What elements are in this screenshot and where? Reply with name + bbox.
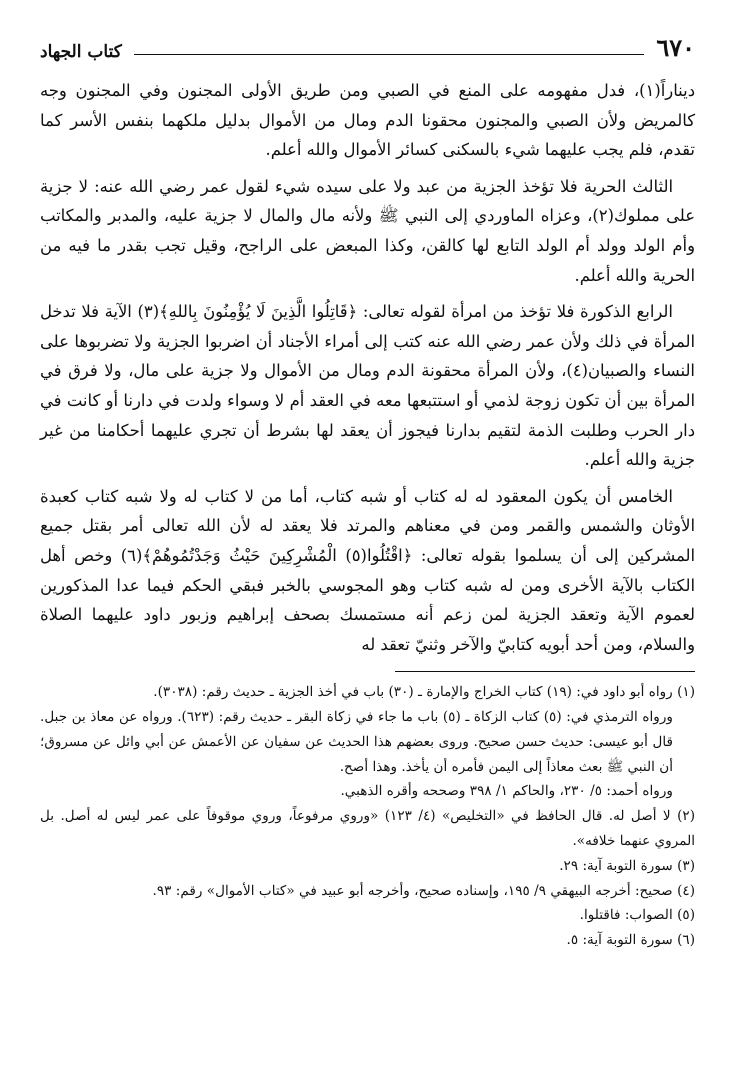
footnote-text: سورة التوبة آية: ٥. xyxy=(566,932,673,949)
paragraph: الرابع الذكورة فلا تؤخذ من امرأة لقوله تعالى: ﴿قَاتِلُوا الَّذِينَ لَا يُؤْمِنُونَ بِاللهِ﴾(٣) الآية فلا تدخل المرأة في ذلك ولأن عمر رضي الله عنه كتب إلى أمراء الأجناد أن اضربوا الجزية ولا تضربوها على النساء والصبيان(٤)، ولأن المرأة محقونة الدم ومال من الأموال ولا جزية على مال، ولا فرق في المرأة بين أن تكون زوجة لذمي أو استتبعها معه في العقد أم لا وسواء ولدت في دارنا أو كانت في دار الحرب وطلبت الذمة لتقيم بدارنا فيجوز أن يعقد لها بشرط أن تجري عليهما أحكامنا من غير جزية والله أعلم. xyxy=(40,302,695,470)
footnote xyxy=(40,680,695,804)
footnote xyxy=(40,804,695,854)
footnote-label: (٦) xyxy=(677,932,695,949)
paragraph: ديناراً(١)، فدل مفهومه على المنع في الصبي ومن طريق الأولى المجنون وفي المجنون وجه كالمريض ولأن الصبي والمجنون محقونا الدم ومال من الأموال بدليل ملكهما بنفس الأسر كما تقدم، فلم يجب عليهما شيء بالسكنى كسائر الأموال والله أعلم. xyxy=(40,81,695,160)
footnote xyxy=(40,879,695,904)
footnotes xyxy=(40,680,695,953)
paragraph: الثالث الحرية فلا تؤخذ الجزية من عبد ولا على سيده شيء لقول عمر رضي الله عنه: لا جزية على مملوك(٢)، وعزاه الماوردي إلى النبي ﷺ ولأنه مال والمال لا جزية عليه، والمدبر والمكاتب وأم الولد وولد أم الولد التابع لها كالقن، وكذا المبعض على الراجح، وقيل تجب بقدر ما فيه من الحرية والله أعلم. xyxy=(40,176,695,285)
footnote-text: رواه أبو داود في: (١٩) كتاب الخراج والإمارة ـ (٣٠) باب في أخذ الجزية ـ حديث رقم: (٣٠٣٨). xyxy=(153,684,673,701)
page-number: ٦٧٠ xyxy=(656,33,695,62)
main-text xyxy=(40,76,695,659)
footnote-label: (١) xyxy=(677,684,695,701)
footnote-label: (٣) xyxy=(677,857,695,874)
footnote-text: لا أصل له. قال الحافظ في «التخليص» (٤/ ١٢٣) «وروي مرفوعاً، وروي موقوفاً على عمر ليس له أصل. بل المروي عنهما خلافه». xyxy=(40,808,695,850)
footnote xyxy=(40,854,695,879)
footnote-label: (٥) xyxy=(677,907,695,924)
footnote-divider xyxy=(395,671,695,672)
footnote xyxy=(40,903,695,928)
footnote-label: (٤) xyxy=(677,882,695,899)
paragraph: الخامس أن يكون المعقود له له كتاب أو شبه كتاب، أما من لا كتاب له ولا شبه كتاب كعبدة الأوثان والشمس والقمر ومن في معناهم والمرتد فلا يعقد له لأن الله تعالى أمر بقتل جميع المشركين إلى أن يسلموا بقوله تعالى: ﴿اقْتُلُوا(٥) الْمُشْرِكِينَ حَيْثُ وَجَدْتُمُوهُمْ﴾(٦) وخص أهل الكتاب بالآية الأخرى ومن له شبه كتاب وهو المجوسي بالخبر فبقي الحكم فيما عدا المذكورين لعموم الآية وتعقد الجزية لمن زعم أنه مستمسك بصحف إبراهيم وزبور داود عليهما الصلاة والسلام، ومن أحد أبويه كتابيّ والآخر وثنيّ تعقد له xyxy=(40,486,695,654)
page-header xyxy=(40,34,695,62)
header-rule xyxy=(134,54,645,55)
footnote-text: ورواه أحمد: ٥/ ٢٣٠، والحاكم ١/ ٣٩٨ وصححه وأقره الذهبي. xyxy=(340,783,673,800)
footnote xyxy=(40,928,695,953)
footnote-text: الصواب: فاقتلوا. xyxy=(579,907,673,924)
footnote-text: صحيح: أخرجه البيهقي ٩/ ١٩٥، وإسناده صحيح، وأخرجه أبو عبيد في «كتاب الأموال» رقم: ٩٣. xyxy=(152,882,673,899)
chapter-title: كتاب الجهاد xyxy=(40,42,122,62)
footnote-text: ورواه الترمذي في: (٥) كتاب الزكاة ـ (٥) باب ما جاء في زكاة البقر ـ حديث رقم: (٦٢٣). ورواه عن معاذ بن جبل. قال أبو عيسى: حديث حسن صحيح. وروى بعضهم هذا الحديث عن سفيان عن الأعمش عن أبي وائل عن مسروق؛ أن النبي ﷺ بعث معاذاً إلى اليمن فأمره أن يأخذ. وهذا أصح. xyxy=(40,709,673,775)
footnote-label: (٢) xyxy=(677,808,696,825)
footnote-text: سورة التوبة آية: ٢٩. xyxy=(559,857,673,874)
